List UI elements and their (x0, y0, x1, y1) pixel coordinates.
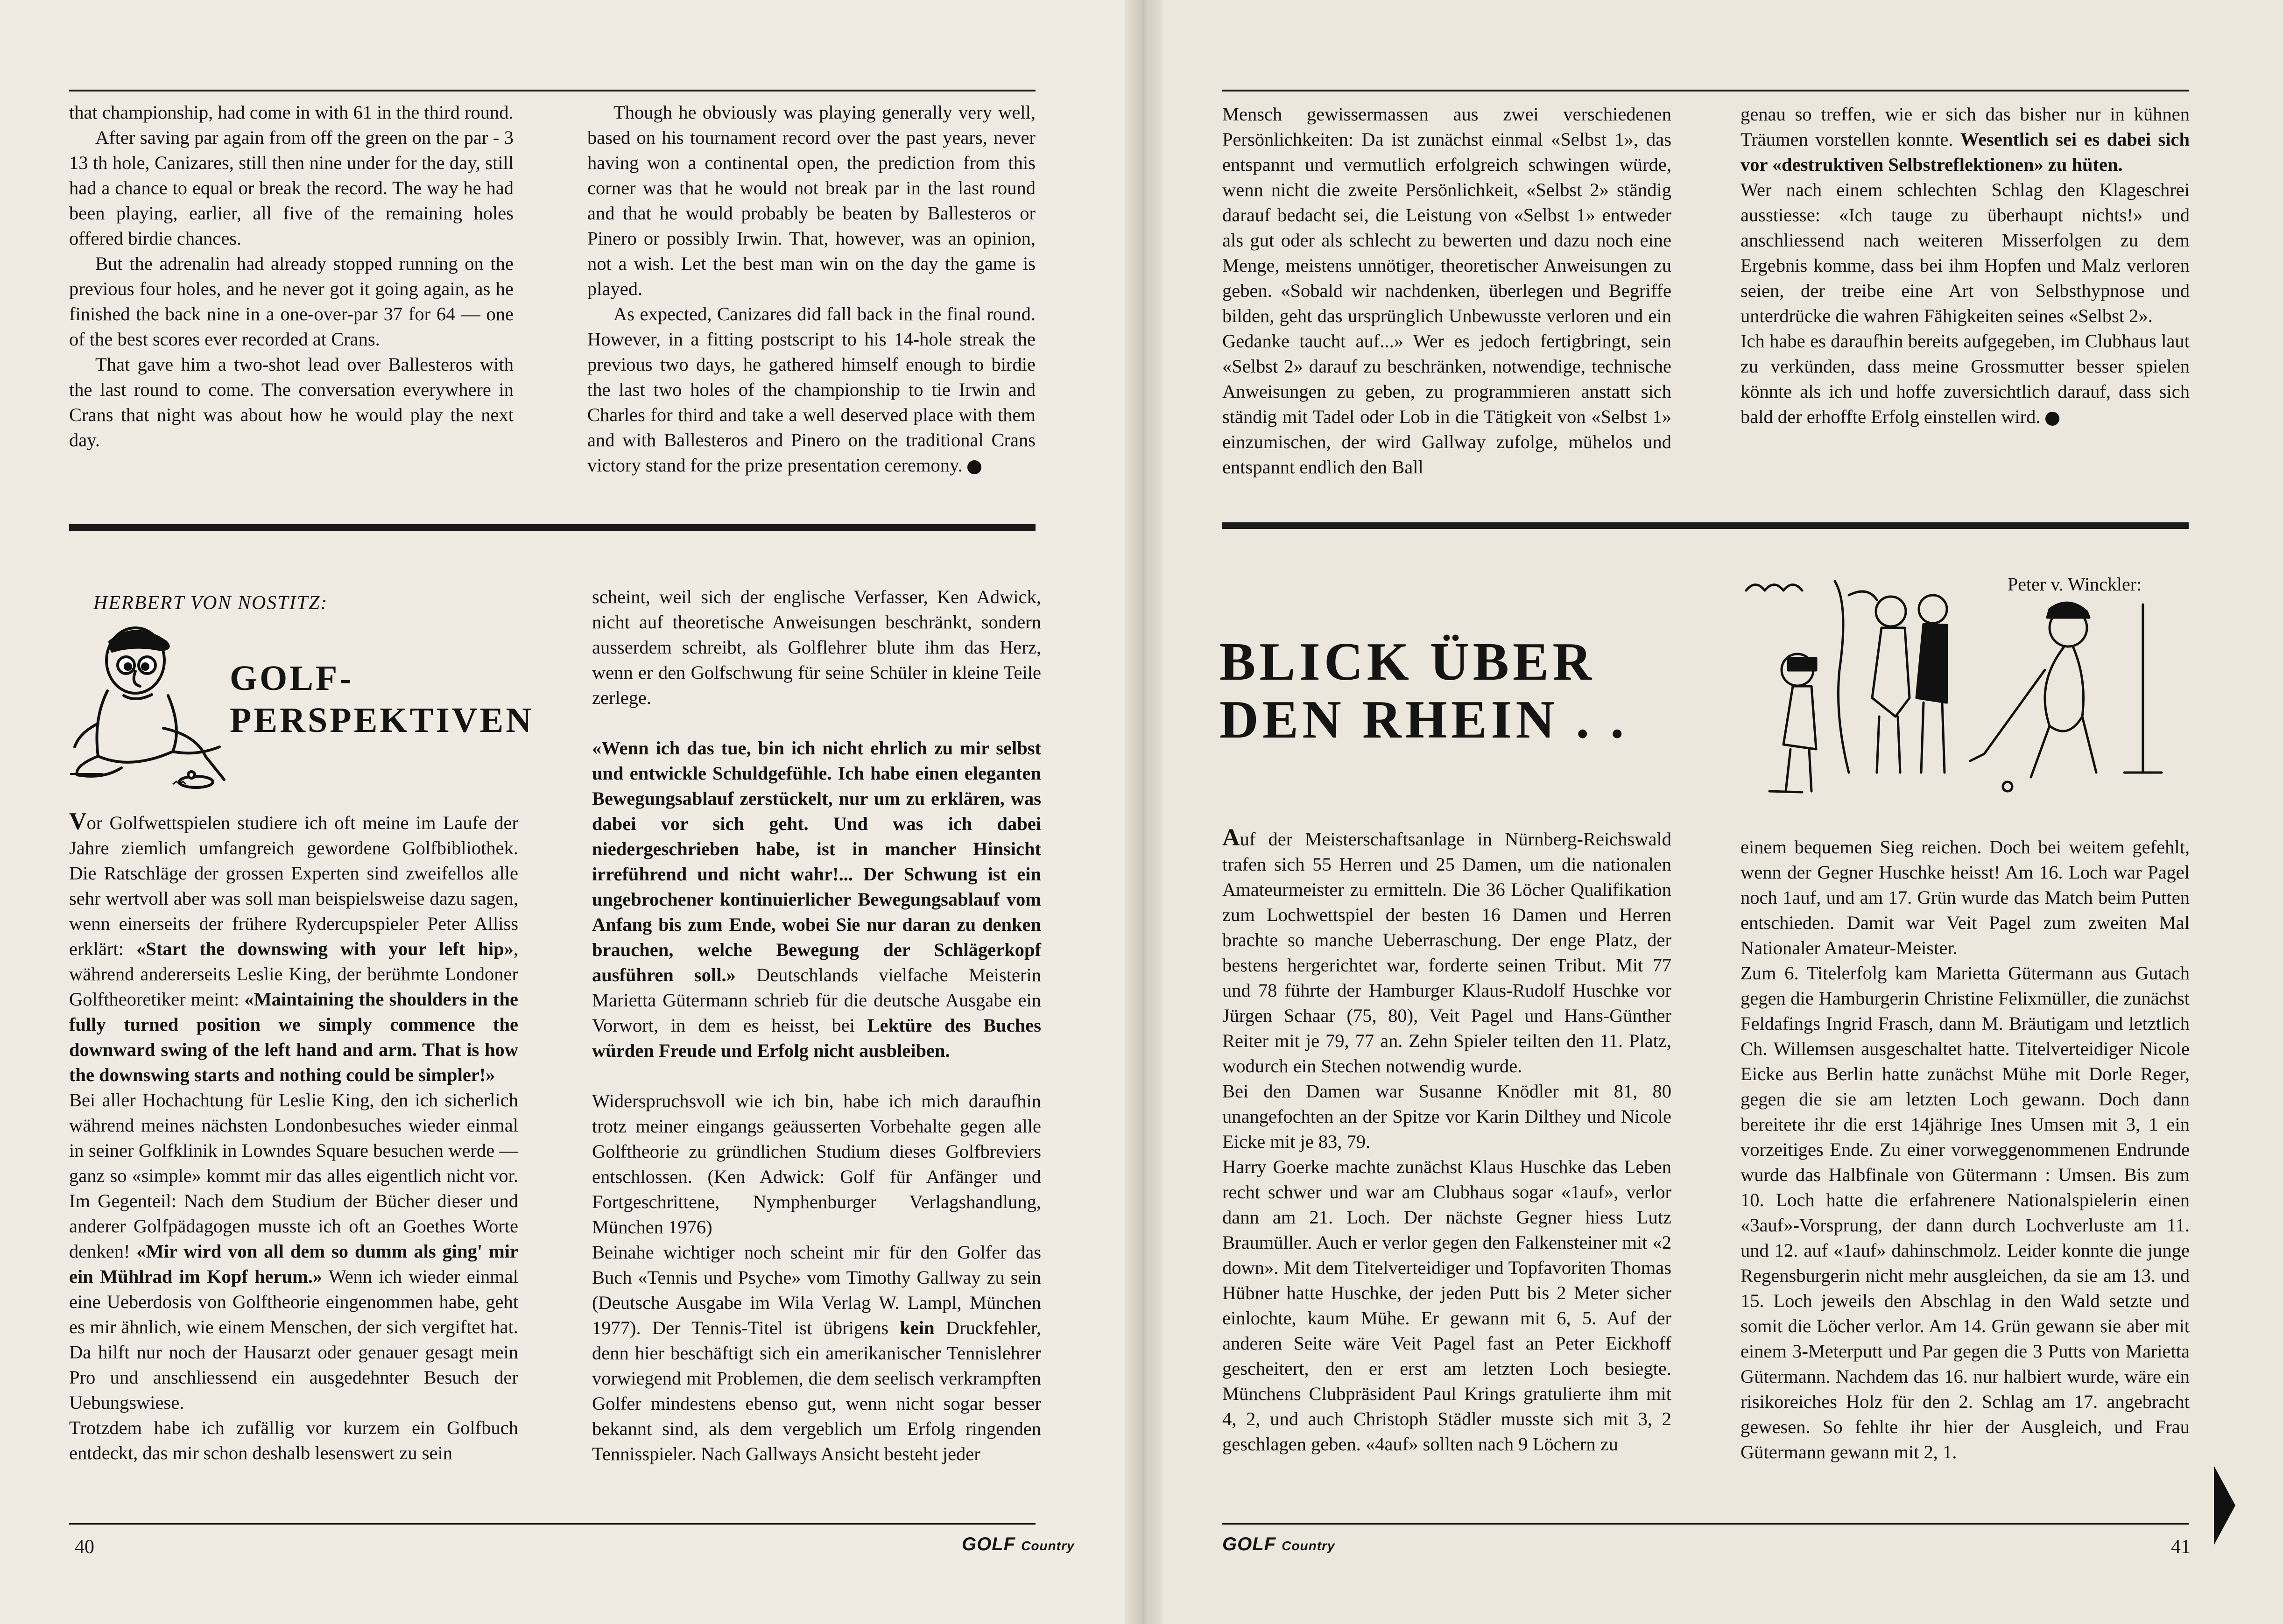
top-rule-right (1222, 90, 2189, 91)
paragraph: Bei den Damen war Susanne Knödler mit 81, 80 unangefochten an der Spitze vor Karin Dilthey und Nicole Eicke mit je 83, 79. (1222, 1081, 1671, 1152)
end-bullet-icon (2045, 412, 2059, 426)
quote-alliss: «Start the downswing with your left hip» (136, 938, 514, 959)
emphasis-kein: kein (900, 1317, 935, 1338)
paragraph: Though he obviously was playing generally very well, based on his tournament record over the past years, never having won a continental open, the prediction from this corner was that he would not break par in the last round and that he would probably be beaten by Ballesteros or Pinero or possibly Irwin. That, however, was an opinion, not a wish. Let the best man win on the day the game is played. (587, 102, 1036, 299)
paragraph: Mensch gewissermassen aus zwei verschiedenen Persönlichkeiten: Da ist zunächst einmal «Selbst 1», das entspannt und vermutlich erfolgreich schwingen würde, wenn nicht die zweite Persönlichkeit, «Selbst 2» ständig darauf bedacht sei, die Leistung von «Selbst 1» entweder als gut oder als schlecht zu bewerten und dazu noch eine Menge, meistens unnötiger, theoretischer Anweisungen zu geben. «Sobald wir nachdenken, überlegen und Begriffe bilden, geht das ursprünglich Unbewusste verloren und ein Gedanke taucht auf...» Wer es jedoch fertigbringt, sein «Selbst 2» darauf zu beschränken, notwendige, technische Anweisungen zu geben, zu programmieren anstatt sich ständig mit Tadel oder Lob in die Tätigkeit von «Selbst 1» einzumischen, der wird Gallway zufolge, mühelos und entspannt endlich den Ball (1222, 104, 1671, 478)
footer-rule-right (1222, 1523, 2189, 1525)
article-title-golf-perspektiven (230, 657, 534, 741)
paragraph-text: Beinahe wichtiger noch scheint mir für den Golfer das Buch «Tennis und Psyche» vom Timothy Gallway zu sein (Deutsche Ausgabe im Wila Verlag W. Lampl, München 1977). Der Tennis-Titel ist übrigens (592, 1242, 1041, 1338)
right-top-column-2 (1740, 102, 2190, 429)
page-number-right: 41 (2171, 1536, 2191, 1558)
paragraph-text: , während andererseits Leslie King, der berühmte Londoner Golftheoretiker meint: (69, 938, 518, 1010)
paragraph-text: Deutschlands vielfache Meisterin Marietta Gütermann schrieb für die deutsche Ausgabe ein Vorwort, in dem es heisst, bei (592, 964, 1041, 1036)
left-top-column-2 (587, 100, 1036, 478)
paragraph (1740, 329, 2190, 429)
paragraph (69, 1088, 518, 1415)
section-rule-left (69, 524, 1036, 531)
paragraph: Widerspruchsvoll wie ich bin, habe ich mich daraufhin trotz meiner eingangs geäusserten Vorbehalte gegen alle Golftheorie zu gründlichen Studium dieses Golfbreviers entschlossen. (Ken Adwick: Golf für Anfänger und Fortgeschrittene, Nymphenburger Verlagshandlung, München 1976) (592, 1090, 1041, 1237)
right-bottom-column-1 (1222, 825, 1671, 1457)
golfers-group-cartoon-icon (1741, 576, 2199, 810)
left-bottom-column-2 (592, 584, 1041, 1467)
section-rule-right (1222, 522, 2189, 529)
title-line-1: GOLF- (230, 659, 354, 698)
quote-guetermann: Lektüre des Buches würden Freude und Erfolg nicht ausbleiben. (592, 1015, 1042, 1061)
emphasis-selbstreflektionen: Wesentlich sei es dabei sich vor «destruktiven Selbstreflektionen» zu hüten. (1740, 129, 2190, 175)
drop-cap: A (1222, 824, 1240, 851)
page-number-left: 40 (75, 1536, 94, 1558)
paragraph (69, 809, 518, 1088)
logo-sub: Country (1282, 1539, 1335, 1553)
paragraph (592, 736, 1041, 1063)
drop-cap: V (69, 808, 87, 835)
quote-goethe: «Mir wird von all dem so dumm als ging' mir ein Mühlrad im Kopf herum.» (69, 1241, 519, 1287)
continue-arrow-icon (2214, 1466, 2235, 1545)
paragraph: Trotzdem habe ich zufällig vor kurzem ein Golfbuch entdeckt, das mir schon deshalb lesenswert zu sein (69, 1417, 518, 1463)
paragraph: that championship, had come in with 61 in the third round. (69, 102, 514, 123)
paragraph: Wer nach einem schlechten Schlag den Klageschrei ausstiesse: «Ich tauge zu überhaupt nichts!» und anschliessend nach weiteren Misserfolgen zu dem Ergebnis komme, dass bei ihm Hopfen und Malz verloren seien, der treibe eine Art von Selbsthypnose und unterdrücke die wahren Fähigkeiten seines «Selbst 2». (1740, 179, 2190, 326)
title-line-2: DEN RHEIN . . (1219, 690, 1628, 750)
paragraph: After saving par again from off the green on the par - 3 13 th hole, Canizares, still then nine under for the day, still had a chance to equal or break the record. The way he had been playing, earlier, all five of the remaining holes offered birdie chances. (69, 127, 514, 249)
paragraph-text: Druckfehler, denn hier beschäftigt sich ein amerikanischer Tennislehrer vorwiegend mit Problemen, die dem seelisch verkrampften Golfer mindestens ebenso gut, wenn nicht sogar besser bekannt sind, als dem vergeblich um Erfolg ringenden Tennisspieler. Nach Gallways Ansicht besteht jeder (592, 1317, 1041, 1464)
paragraph: Harry Goerke machte zunächst Klaus Huschke das Leben recht schwer und war am Clubhaus sogar «1auf», verlor dann am 21. Loch. Der nächste Gegner hiess Lutz Braumüller. Auch er verlor gegen den Falkensteiner mit «2 down». Mit dem Titelverteidiger und Topfavoriten Thomas Hübner hatte Huschke, der jeden Putt bis 2 Meter sicher einlochte, kaum Mühe. Er gewann mit 6, 5. Auf der anderen Seite wäre Veit Pagel fast an Peter Eickhoff gescheitert, den er erst am letzten Loch besiegte. Münchens Clubpräsident Paul Krings gratulierte ihm mit 4, 2, und auch Christoph Städler musste sich mit 3, 2 geschlagen geben. «4auf» sollten nach 9 Löchern zu (1222, 1156, 1671, 1455)
title-line-1: BLICK ÜBER (1219, 632, 1596, 692)
left-top-column-1 (69, 100, 514, 453)
paragraph (1222, 825, 1671, 1079)
quote-adwick: «Wenn ich das tue, bin ich nicht ehrlich zu mir selbst und entwickle Schuldgefühle. Ich habe einen eleganten Bewegungsablauf zerstückelt, nur um zu erklären, was dabei vor sich geht. Und was ich dabei niedergeschrieben habe, ist in mancher Hinsicht irreführend und nicht wahr!... Der Schwung ist ein ungebrochener kontinuierlicher Bewegungsablauf vom Anfang bis zum Ende, wobei Sie nur daran zu denken brauchen, welche Bewegung der Schlägerkopf ausführen soll.» (592, 738, 1041, 985)
logo-main: GOLF (1222, 1534, 1276, 1554)
paragraph-text: Bei aller Hochachtung für Leslie King, den ich sicherlich während meines nächsten Londonbesuches wieder einmal in seiner Golfklinik in Lowndes Square besuchen werde — ganz so «simple» kommt mir das alles eigentlich nicht vor. Im Gegenteil: Nach dem Studium der Bücher dieser und anderer Golfpädagogen musste ich oft an Goethes Worte denken! (69, 1090, 518, 1262)
paragraph: einem bequemen Sieg reichen. Doch bei weitem gefehlt, wenn der Gegner Huschke heisst! Am 16. Loch war Pagel noch 1auf, und am 17. Grün wurde das Match beim Putten entschieden. Damit war Veit Pagel zum zweiten Mal Nationaler Amateur-Meister. (1740, 837, 2190, 958)
paragraph (1740, 102, 2190, 177)
top-rule-left (69, 90, 1036, 91)
paragraph: But the adrenalin had already stopped running on the previous four holes, and he never got it going again, as he finished the back nine in a one-over-par 37 for 64 — one of the best scores ever recorded at Crans. (69, 253, 514, 350)
logo-main: GOLF (962, 1534, 1016, 1554)
golf-country-logo-right (1222, 1534, 1335, 1555)
author-byline: Peter v. Winckler: (2008, 574, 2142, 595)
article-title-blick-ueber-den-rhein (1219, 633, 1628, 749)
logo-sub: Country (1021, 1539, 1075, 1553)
paragraph-text: As expected, Canizares did fall back in the final round. However, in a fitting postscript to his 14-hole streak the previous two days, he gathered himself enough to birdie the last two holes of the championship to tie Irwin and Charles for third and take a well deserved place with them and with Ballesteros and Pinero on the traditional Crans victory stand for the prize presentation ceremony. (587, 303, 1036, 476)
golf-country-logo-left (962, 1534, 1075, 1555)
left-bottom-column-1 (69, 809, 518, 1466)
paragraph-text: uf der Meisterschaftsanlage in Nürnberg-Reichswald trafen sich 55 Herren und 25 Damen, um die nationalen Amateurmeister zu ermitteln. Die 36 Löcher Qualifikation zum Lochwettspiel der besten 16 Damen und Herren brachte so manche Ueberraschung. Der enge Platz, der bestens hergerichtet war, forderte seinen Tribut. Mit 77 und 78 führte der Hamburger Klaus-Rudolf Huschke vor Jürgen Schaar (75, 80), Veit Pagel und Hans-Günther Reiter mit je 79, 77 an. Zehn Spieler teilten den 11. Platz, wodurch ein Stechen notwendig wurde. (1222, 829, 1671, 1076)
paragraph-text: Wenn ich wieder einmal eine Ueberdosis von Golftheorie eingenommen habe, geht es mir ähnlich, wie einem Menschen, der sich vergiftet hat. Da hilft nur noch der Hausarzt oder genauer gesagt mein Pro und anschliessend ein ausgedehnter Besuch der Uebungswiese. (69, 1266, 518, 1413)
paragraph (587, 302, 1036, 478)
golfer-cartoon-icon (65, 616, 233, 794)
paragraph (592, 1240, 1041, 1467)
quote-king: «Maintaining the shoulders in the fully turned position we simply commence the downward swing of the left hand and arm. That is how the downswing starts and nothing could be simpler!» (69, 989, 518, 1085)
footer-rule-left (69, 1523, 1036, 1525)
paragraph: Zum 6. Titelerfolg kam Marietta Gütermann aus Gutach gegen die Hamburgerin Christine Felixmüller, die zunächst Feldafings Ingrid Frasch, dann M. Bräutigam und letztlich Ch. Willemsen ausgeschaltet hatte. Titelverteidiger Nicole Eicke aus Berlin hatte zunächst Mühe mit Dorle Reger, gegen die sie am letzten Loch gewann. Doch dann bereitete ihr die erst 14jährige Ines Umsen mit 3, 1 ein vorzeitiges Ende. Zu einer vorweggenommenen Endrunde wurde das Halbfinale von Gütermann : Umsen. Bis zum 10. Loch hatte die erfahrenere Nationalspielerin einen «3auf»-Vorsprung, der dann durch Lochverluste am 11. und 12. auf «1auf» dahinschmolz. Leider konnte die junge Regensburgerin nicht mehr ausgleichen, da sie am 13. und 15. Loch jeweils den Abschlag in den Wald setzte und somit die Löcher verlor. Am 14. Grün gewann sie aber mit einem 3-Meterputt und Par gegen die 3 Putts von Marietta Gütermann. Nachdem das 16. nur halbiert wurde, wäre ein risikoreiches Holz für den 2. Schlag am 17. angebracht gewesen. So fehlte ihr hier der Ausgleich, und Frau Gütermann gewann mit 2, 1. (1740, 963, 2190, 1462)
end-bullet-icon (967, 460, 981, 474)
right-bottom-column-2 (1740, 835, 2190, 1465)
paragraph: That gave him a two-shot lead over Ballesteros with the last round to come. The conversation everywhere in Crans that night was about how he would play the next day. (69, 354, 514, 450)
author-byline: HERBERT VON NOSTITZ: (93, 592, 328, 614)
paragraph-text: Ich habe es daraufhin bereits aufgegeben, im Clubhaus laut zu verkünden, dass meine Grossmutter besser spielen könnte als ich und hoffe zuversichtlich darauf, dass sich bald der erhoffte Erfolg einstellen wird. (1740, 330, 2190, 427)
gutter (1125, 0, 1163, 1624)
title-line-2: PERSPEKTIVEN (230, 701, 534, 740)
paragraph: scheint, weil sich der englische Verfasser, Ken Adwick, nicht auf theoretische Anweisungen beschränkt, sondern ausserdem schreibt, als Golflehrer blute ihm das Herz, wenn er den Golfschwung für seine Schüler in kleine Teile zerlege. (592, 586, 1041, 708)
paragraph-text: or Golfwettspielen studiere ich oft meine im Laufe der Jahre ziemlich umfangreich gewordene Golfbibliothek. Die Ratschläge der grossen Experten sind zweifellos alle sehr wertvoll aber was soll man beispielsweise dazu sagen, wenn einerseits der frühere Rydercupspieler Peter Alliss erklärt: (69, 812, 518, 959)
paragraph-text: genau so treffen, wie er sich das bisher nur in kühnen Träumen vorstellen konnte. (1740, 104, 2190, 150)
right-top-column-1 (1222, 102, 1671, 480)
